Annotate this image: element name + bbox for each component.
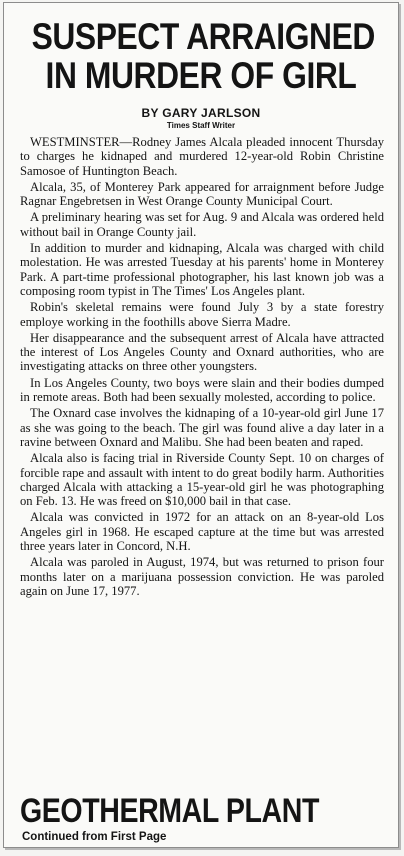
paragraph: Alcala, 35, of Monterey Park appeared for arraignment before Judge Ragnar Engebretsen in West Orange County Municipal Court. (20, 179, 384, 209)
headline-line-2: IN MURDER OF GIRL (45, 55, 357, 96)
paragraph: A preliminary hearing was set for Aug. 9 and Alcala was ordered held without bail in Orange County jail. (20, 210, 384, 239)
byline: BY GARY JARLSON (141, 106, 261, 120)
article-body (20, 135, 384, 598)
paragraph: In Los Angeles County, two boys were slain and their bodies dumped in remote areas. Both had been sexually molested, according to police. (20, 375, 384, 405)
headline-line-1: SUSPECT ARRAIGNED (31, 16, 375, 57)
continued-from-note: Continued from First Page (22, 831, 167, 843)
newspaper-clipping (3, 2, 399, 848)
staff-title: Times Staff Writer (166, 121, 236, 130)
paragraph: The Oxnard case involves the kidnaping of a 10-year-old girl June 17 as she was going to the beach. The girl was found alive a day later in a ravine between Oxnard and Malibu. She had been beaten and raped. (20, 406, 384, 449)
paragraph: In addition to murder and kidnaping, Alcala was charged with child molestation. He was arrested Tuesday at his parents' home in Monterey Park. A part-time professional photographer, his last known job was a composing room typist in The Times' Los Angeles plant. (20, 241, 384, 298)
paragraph: Robin's skeletal remains were found July 3 by a state forestry employe working in the foothills above Sierra Madre. (20, 300, 384, 329)
article-headline (31, 16, 375, 96)
paragraph: WESTMINSTER—Rodney James Alcala pleaded innocent Thursday to charges he kidnaped and murdered 12-year-old Robin Christine Samosoe of Huntington Beach. (20, 135, 384, 178)
paragraph: Alcala also is facing trial in Riverside County Sept. 10 on charges of forcible rape and assault with intent to do great bodily harm. Authorities charged Alcala with attacking a 15-year-old girl he was photographing on Feb. 13. He was freed on $10,000 bail in that case. (20, 451, 384, 509)
next-article-headline: GEOTHERMAL PLANT (20, 792, 319, 830)
paragraph: Her disappearance and the subsequent arrest of Alcala have attracted the interest of Los Angeles County and Oxnard authorities, who are investigating attacks on three other youngsters. (20, 330, 384, 374)
paragraph: Alcala was paroled in August, 1974, but was returned to prison four months later on a marijuana possession conviction. He was paroled again on June 17, 1977. (20, 555, 384, 598)
paragraph: Alcala was convicted in 1972 for an attack on an 8-year-old Los Angeles girl in 1968. He escaped capture at the time but was arrested three years later in Concord, N.H. (20, 510, 384, 554)
